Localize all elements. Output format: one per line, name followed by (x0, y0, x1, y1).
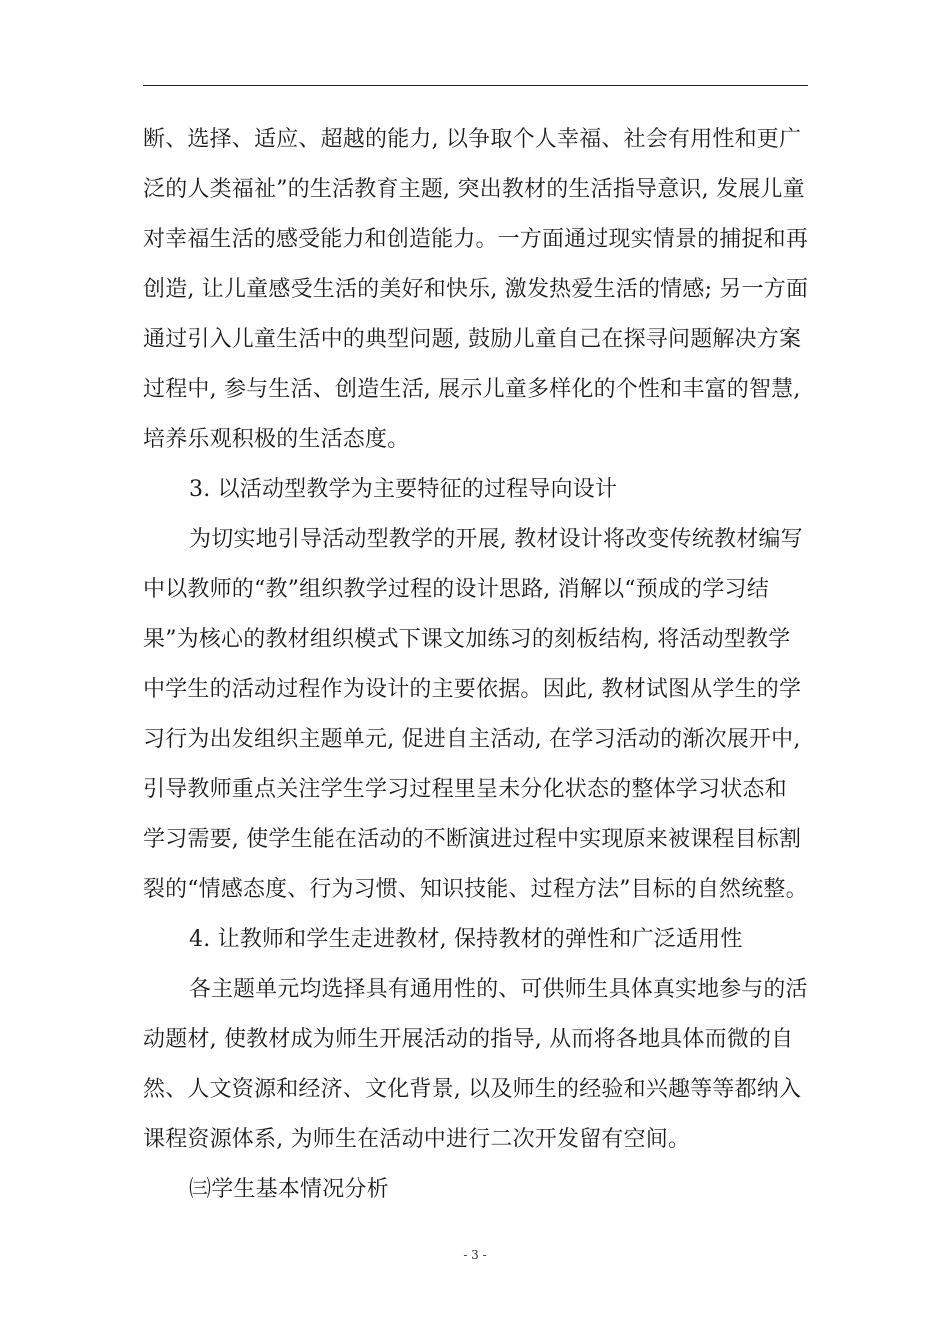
text-line: 为切实地引导活动型教学的开展, 教材设计将改变传统教材编写 (189, 527, 803, 552)
text-line: 中以教师的“教”组织教学过程的设计思路, 消解以“预成的学习结 (143, 577, 769, 602)
text-line: 培养乐观积极的生活态度。 (143, 427, 410, 452)
text-line: 过程中, 参与生活、创造生活, 展示儿童多样化的个性和丰富的智慧, (143, 377, 801, 402)
text-line: 裂的“情感态度、行为习惯、知识技能、过程方法”目标的自然统整。 (143, 877, 808, 902)
section-heading-4: 4. 让教师和学生走进教材, 保持教材的弹性和广泛适用性 (189, 927, 743, 952)
header-rule (143, 85, 808, 86)
page-number: - 3 - (463, 1248, 487, 1262)
text-line: 习行为出发组织主题单元, 促进自主活动, 在学习活动的渐次展开中, (143, 727, 801, 752)
text-line: 课程资源体系, 为师生在活动中进行二次开发留有空间。 (143, 1127, 691, 1152)
subsection-heading: ㈢学生基本情况分析 (189, 1177, 389, 1202)
text-line: 泛的人类福祉”的生活教育主题, 突出教材的生活指导意识, 发展儿童 (143, 177, 805, 202)
text-line: 引导教师重点关注学生学习过程里呈未分化状态的整体学习状态和 (143, 777, 787, 802)
text-line: 动题材, 使教材成为师生开展活动的指导, 从而将各地具体而微的自 (143, 1027, 794, 1052)
text-line: 中学生的活动过程作为设计的主要依据。因此, 教材试图从学生的学 (143, 677, 802, 702)
text-line: 学习需要, 使学生能在活动的不断演进过程中实现原来被课程目标割 (143, 827, 802, 852)
text-line: 通过引入儿童生活中的典型问题, 鼓励儿童自己在探寻问题解决方案 (143, 327, 802, 352)
text-line: 断、选择、适应、超越的能力, 以争取个人幸福、社会有用性和更广 (143, 127, 802, 152)
section-heading-3: 3. 以活动型教学为主要特征的过程导向设计 (189, 477, 618, 502)
text-line: 对幸福生活的感受能力和创造能力。一方面通过现实情景的捕捉和再 (143, 227, 809, 252)
text-line: 然、人文资源和经济、文化背景, 以及师生的经验和兴趣等等都纳入 (143, 1077, 802, 1102)
text-line: 创造, 让儿童感受生活的美好和快乐, 激发热爱生活的情感; 另一方面 (143, 277, 809, 302)
text-line: 各主题单元均选择具有通用性的、可供师生具体真实地参与的活 (189, 977, 808, 1002)
text-line: 果”为核心的教材组织模式下课文加练习的刻板结构, 将活动型教学 (143, 627, 791, 652)
